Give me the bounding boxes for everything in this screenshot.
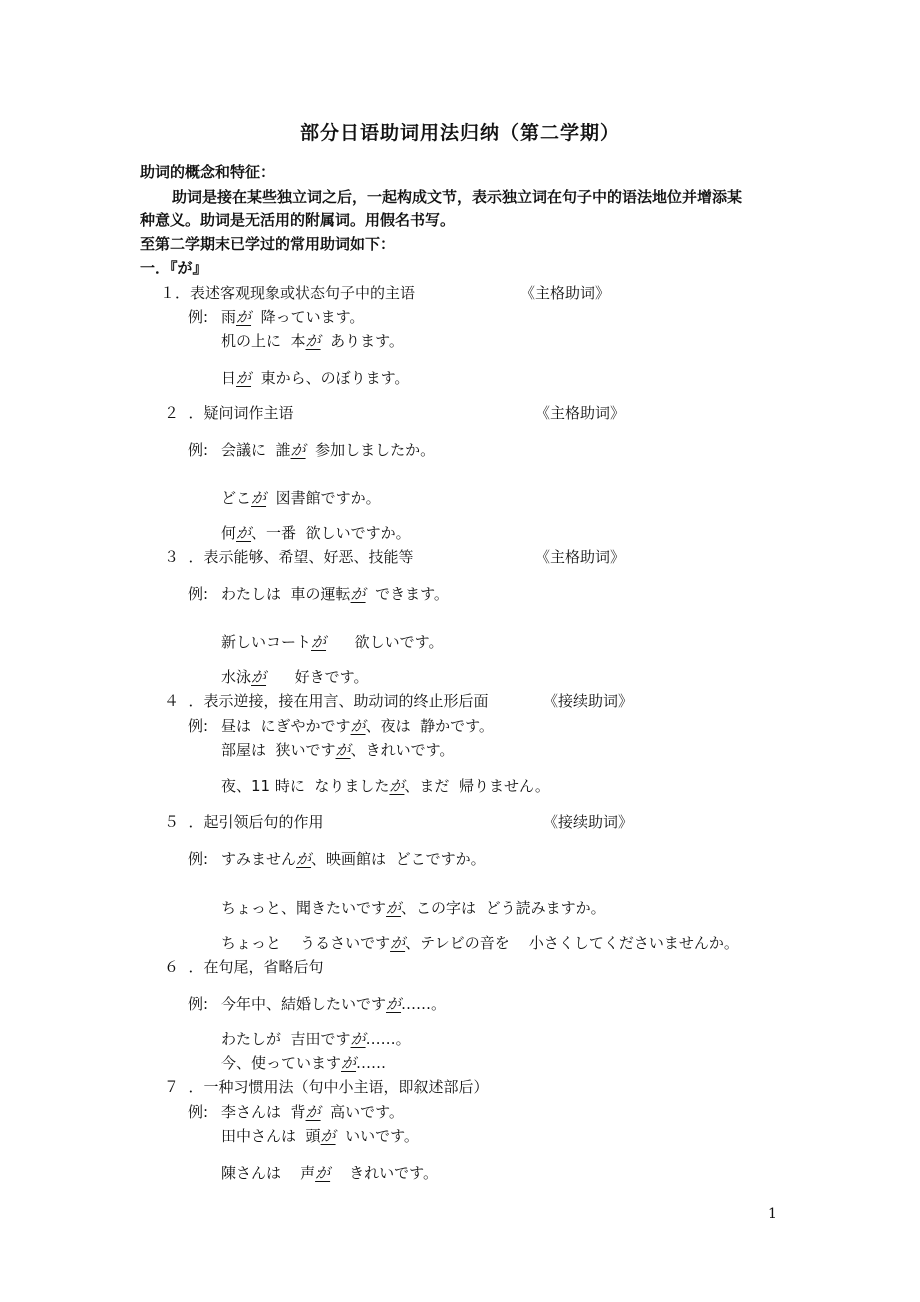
example-sentence: 雨が 降っています。 — [221, 308, 365, 326]
example-sentence: ちょっと うるさいですが、テレビの音を 小さくしてくださいませんか。 — [221, 934, 739, 952]
particle-ga: が — [290, 441, 306, 459]
particle-ga: が — [350, 717, 366, 735]
particle-ga: が — [305, 332, 321, 350]
item-number: ６ ． — [164, 958, 204, 976]
item-label: 表示能够、希望、好恶、技能等 — [203, 548, 414, 566]
section-heading-ga: 一．『が』 — [140, 259, 208, 277]
particle-ga: が — [296, 850, 312, 868]
example-sentence: 水泳が 好きです。 — [221, 668, 369, 686]
particle-ga: が — [390, 934, 406, 952]
item-category: 《接续助词》 — [543, 692, 634, 710]
page-number: 1 — [768, 1206, 777, 1222]
particle-ga: が — [341, 1054, 357, 1072]
example-label: 例: — [188, 308, 209, 326]
example-sentence: 会議に 誰が 参加しましたか。 — [221, 441, 436, 459]
example-sentence: すみませんが、映画館は どこですか。 — [221, 850, 486, 868]
particle-ga: が — [236, 524, 252, 542]
item-heading — [164, 812, 324, 832]
example-sentence: 部屋は 狭いですが、きれいです。 — [221, 741, 455, 759]
item-label: 表述客观现象或状态句子中的主语 — [190, 284, 416, 302]
item-number: ３ ． — [164, 548, 204, 566]
item-category: 《主格助词》 — [520, 284, 611, 302]
item-heading — [164, 957, 324, 977]
example-label: 例: — [188, 1103, 209, 1121]
intro-heading: 助词的概念和特征： — [140, 163, 276, 181]
particle-ga: が — [386, 995, 402, 1013]
item-number: ５ ． — [164, 813, 204, 831]
example-label: 例: — [188, 850, 209, 868]
example-sentence: 夜、11 時に なりましたが、まだ 帰りません。 — [221, 777, 550, 795]
example-sentence: 今年中、結婚したいですが……。 — [221, 995, 447, 1013]
item-number: １． — [160, 284, 191, 302]
item-number: ２ ． — [164, 404, 204, 422]
particle-ga: が — [389, 777, 405, 795]
particle-ga: が — [305, 1103, 321, 1121]
particle-ga: が — [350, 1030, 366, 1048]
particle-ga: が — [320, 1127, 336, 1145]
example-sentence: わたしが 吉田ですが……。 — [221, 1030, 411, 1048]
example-sentence: 田中さんは 頭が いいです。 — [221, 1127, 419, 1145]
particle-ga: が — [335, 741, 351, 759]
item-category: 《主格助词》 — [535, 404, 626, 422]
example-label: 例: — [188, 717, 209, 735]
item-heading — [164, 691, 489, 711]
example-label: 例: — [188, 995, 209, 1013]
item-category: 《主格助词》 — [535, 548, 626, 566]
particle-ga: が — [311, 633, 327, 651]
example-sentence: 日が 東から、のぼります。 — [221, 369, 410, 387]
particle-ga: が — [386, 899, 402, 917]
item-category: 《接续助词》 — [543, 813, 634, 831]
item-heading — [164, 403, 294, 423]
item-label: 表示逆接，接在用言、助动词的终止形后面 — [203, 692, 489, 710]
particle-ga: が — [236, 369, 252, 387]
particle-ga: が — [315, 1164, 331, 1182]
intro-paragraph-line-1: 助词是接在某些独立词之后，一起构成文节，表示独立词在句子中的语法地位并增添某 — [172, 188, 743, 206]
example-sentence: わたしは 車の運転が できます。 — [221, 585, 449, 603]
page-title: 部分日语助词用法归纳（第二学期） — [299, 122, 620, 144]
example-sentence: 机の上に 本が あります。 — [221, 332, 404, 350]
example-sentence: 何が、一番 欲しいですか。 — [221, 524, 411, 542]
example-label: 例: — [188, 441, 209, 459]
item-heading — [160, 283, 415, 303]
intro-paragraph-line-2: 种意义。助词是无活用的附属词。用假名书写。 — [140, 211, 456, 229]
example-sentence: どこが 図書館ですか。 — [221, 489, 381, 507]
particle-ga: が — [251, 668, 267, 686]
example-sentence: 昼は にぎやかですが、夜は 静かです。 — [221, 717, 494, 735]
example-sentence: 今、使っていますが…… — [221, 1054, 387, 1072]
particle-ga: が — [350, 585, 366, 603]
example-sentence: 李さんは 背が 高いです。 — [221, 1103, 404, 1121]
particle-ga: が — [251, 489, 267, 507]
example-sentence: 新しいコートが 欲しいです。 — [221, 633, 444, 651]
item-heading — [164, 547, 414, 567]
item-label: 疑问词作主语 — [203, 404, 294, 422]
item-heading — [164, 1077, 489, 1097]
item-label: 在句尾，省略后句 — [203, 958, 324, 976]
example-sentence: 陳さんは 声が きれいです。 — [221, 1164, 438, 1182]
example-sentence: ちょっと、聞きたいですが、この字は どう読みますか。 — [221, 899, 606, 917]
intro-list-intro: 至第二学期末已学过的常用助词如下： — [140, 235, 396, 253]
item-number: ４ ． — [164, 692, 204, 710]
item-label: 一种习惯用法（句中小主语，即叙述部后） — [203, 1078, 489, 1096]
particle-ga: が — [236, 308, 252, 326]
example-label: 例: — [188, 585, 209, 603]
item-label: 起引领后句的作用 — [203, 813, 324, 831]
item-number: ７ ． — [164, 1078, 204, 1096]
